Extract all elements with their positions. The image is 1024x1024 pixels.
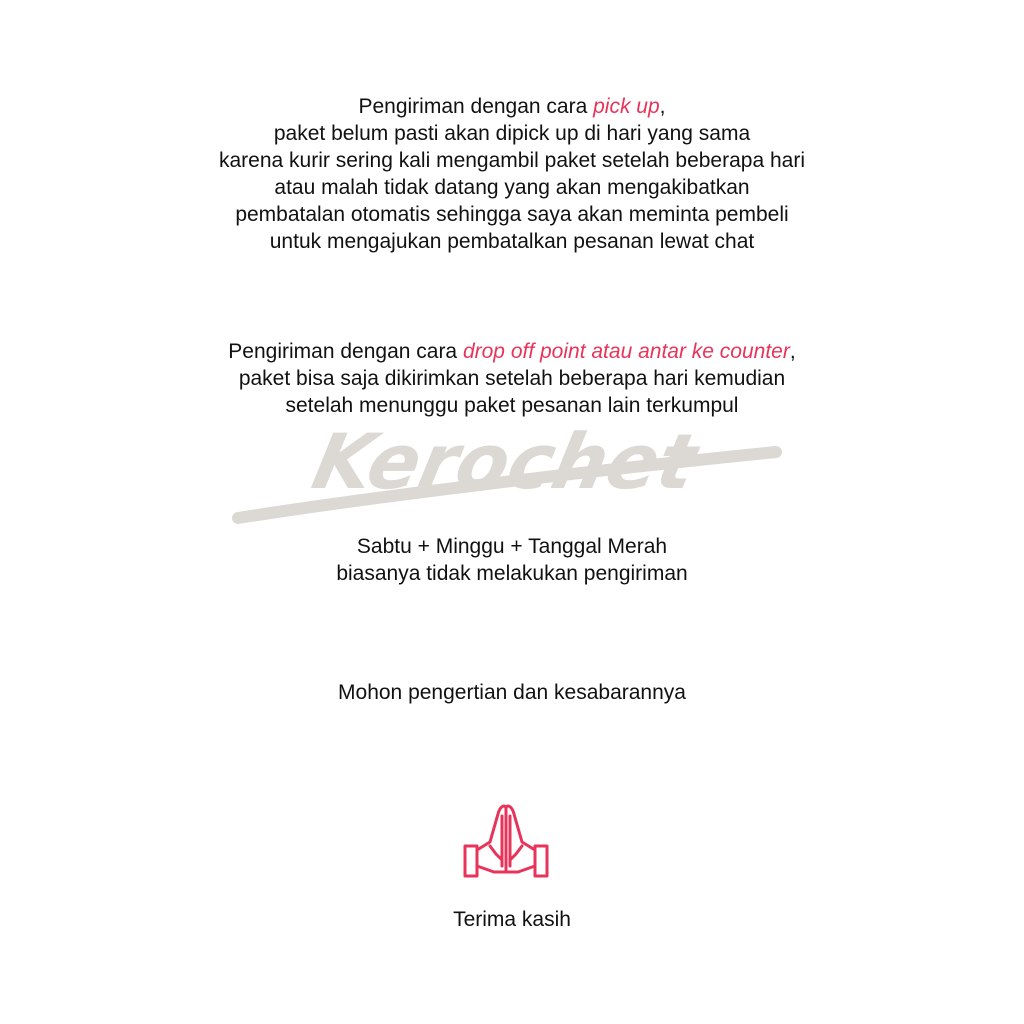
weekend-line-1: Sabtu + Minggu + Tanggal Merah [356, 535, 668, 558]
dropoff-line-1 [0, 338, 1024, 365]
dropoff-line-2: paket bisa saja dikirimkan setelah beberapa hari kemudian [238, 367, 786, 390]
dropoff-prefix: Pengiriman dengan cara [228, 340, 463, 363]
watermark-text: Kerochet [305, 418, 707, 507]
pickup-line-1 [0, 93, 1024, 120]
dropoff-line-3: setelah menunggu paket pesanan lain terkumpul [285, 394, 739, 417]
weekend-line-2: biasanya tidak melakukan pengiriman [336, 562, 688, 585]
kerochet-watermark [228, 400, 788, 535]
thanks-text: Terima kasih [453, 908, 571, 931]
pickup-suffix: , [659, 95, 666, 118]
closing-text: Mohon pengertian dan kesabarannya [338, 681, 686, 704]
pickup-line-6: untuk mengajukan pembatalkan pesanan lewat chat [269, 230, 755, 253]
pickup-line-3: karena kurir sering kali mengambil paket setelah beberapa hari [219, 149, 805, 172]
pickup-line-2: paket belum pasti akan dipick up di hari yang sama [273, 122, 751, 145]
pickup-section [0, 93, 1024, 255]
praying-hands-icon [462, 800, 550, 880]
thanks-section [0, 906, 1024, 933]
dropoff-section [0, 338, 1024, 419]
closing-section [0, 679, 1024, 706]
pickup-line-4: atau malah tidak datang yang akan mengakibatkan [274, 176, 750, 199]
pickup-highlight: pick up [593, 95, 660, 118]
dropoff-highlight: drop off point atau antar ke counter [462, 340, 790, 363]
dropoff-suffix: , [789, 340, 796, 363]
pickup-prefix: Pengiriman dengan cara [358, 95, 594, 118]
weekend-section [0, 533, 1024, 587]
pickup-line-5: pembatalan otomatis sehingga saya akan meminta pembeli [235, 203, 789, 226]
